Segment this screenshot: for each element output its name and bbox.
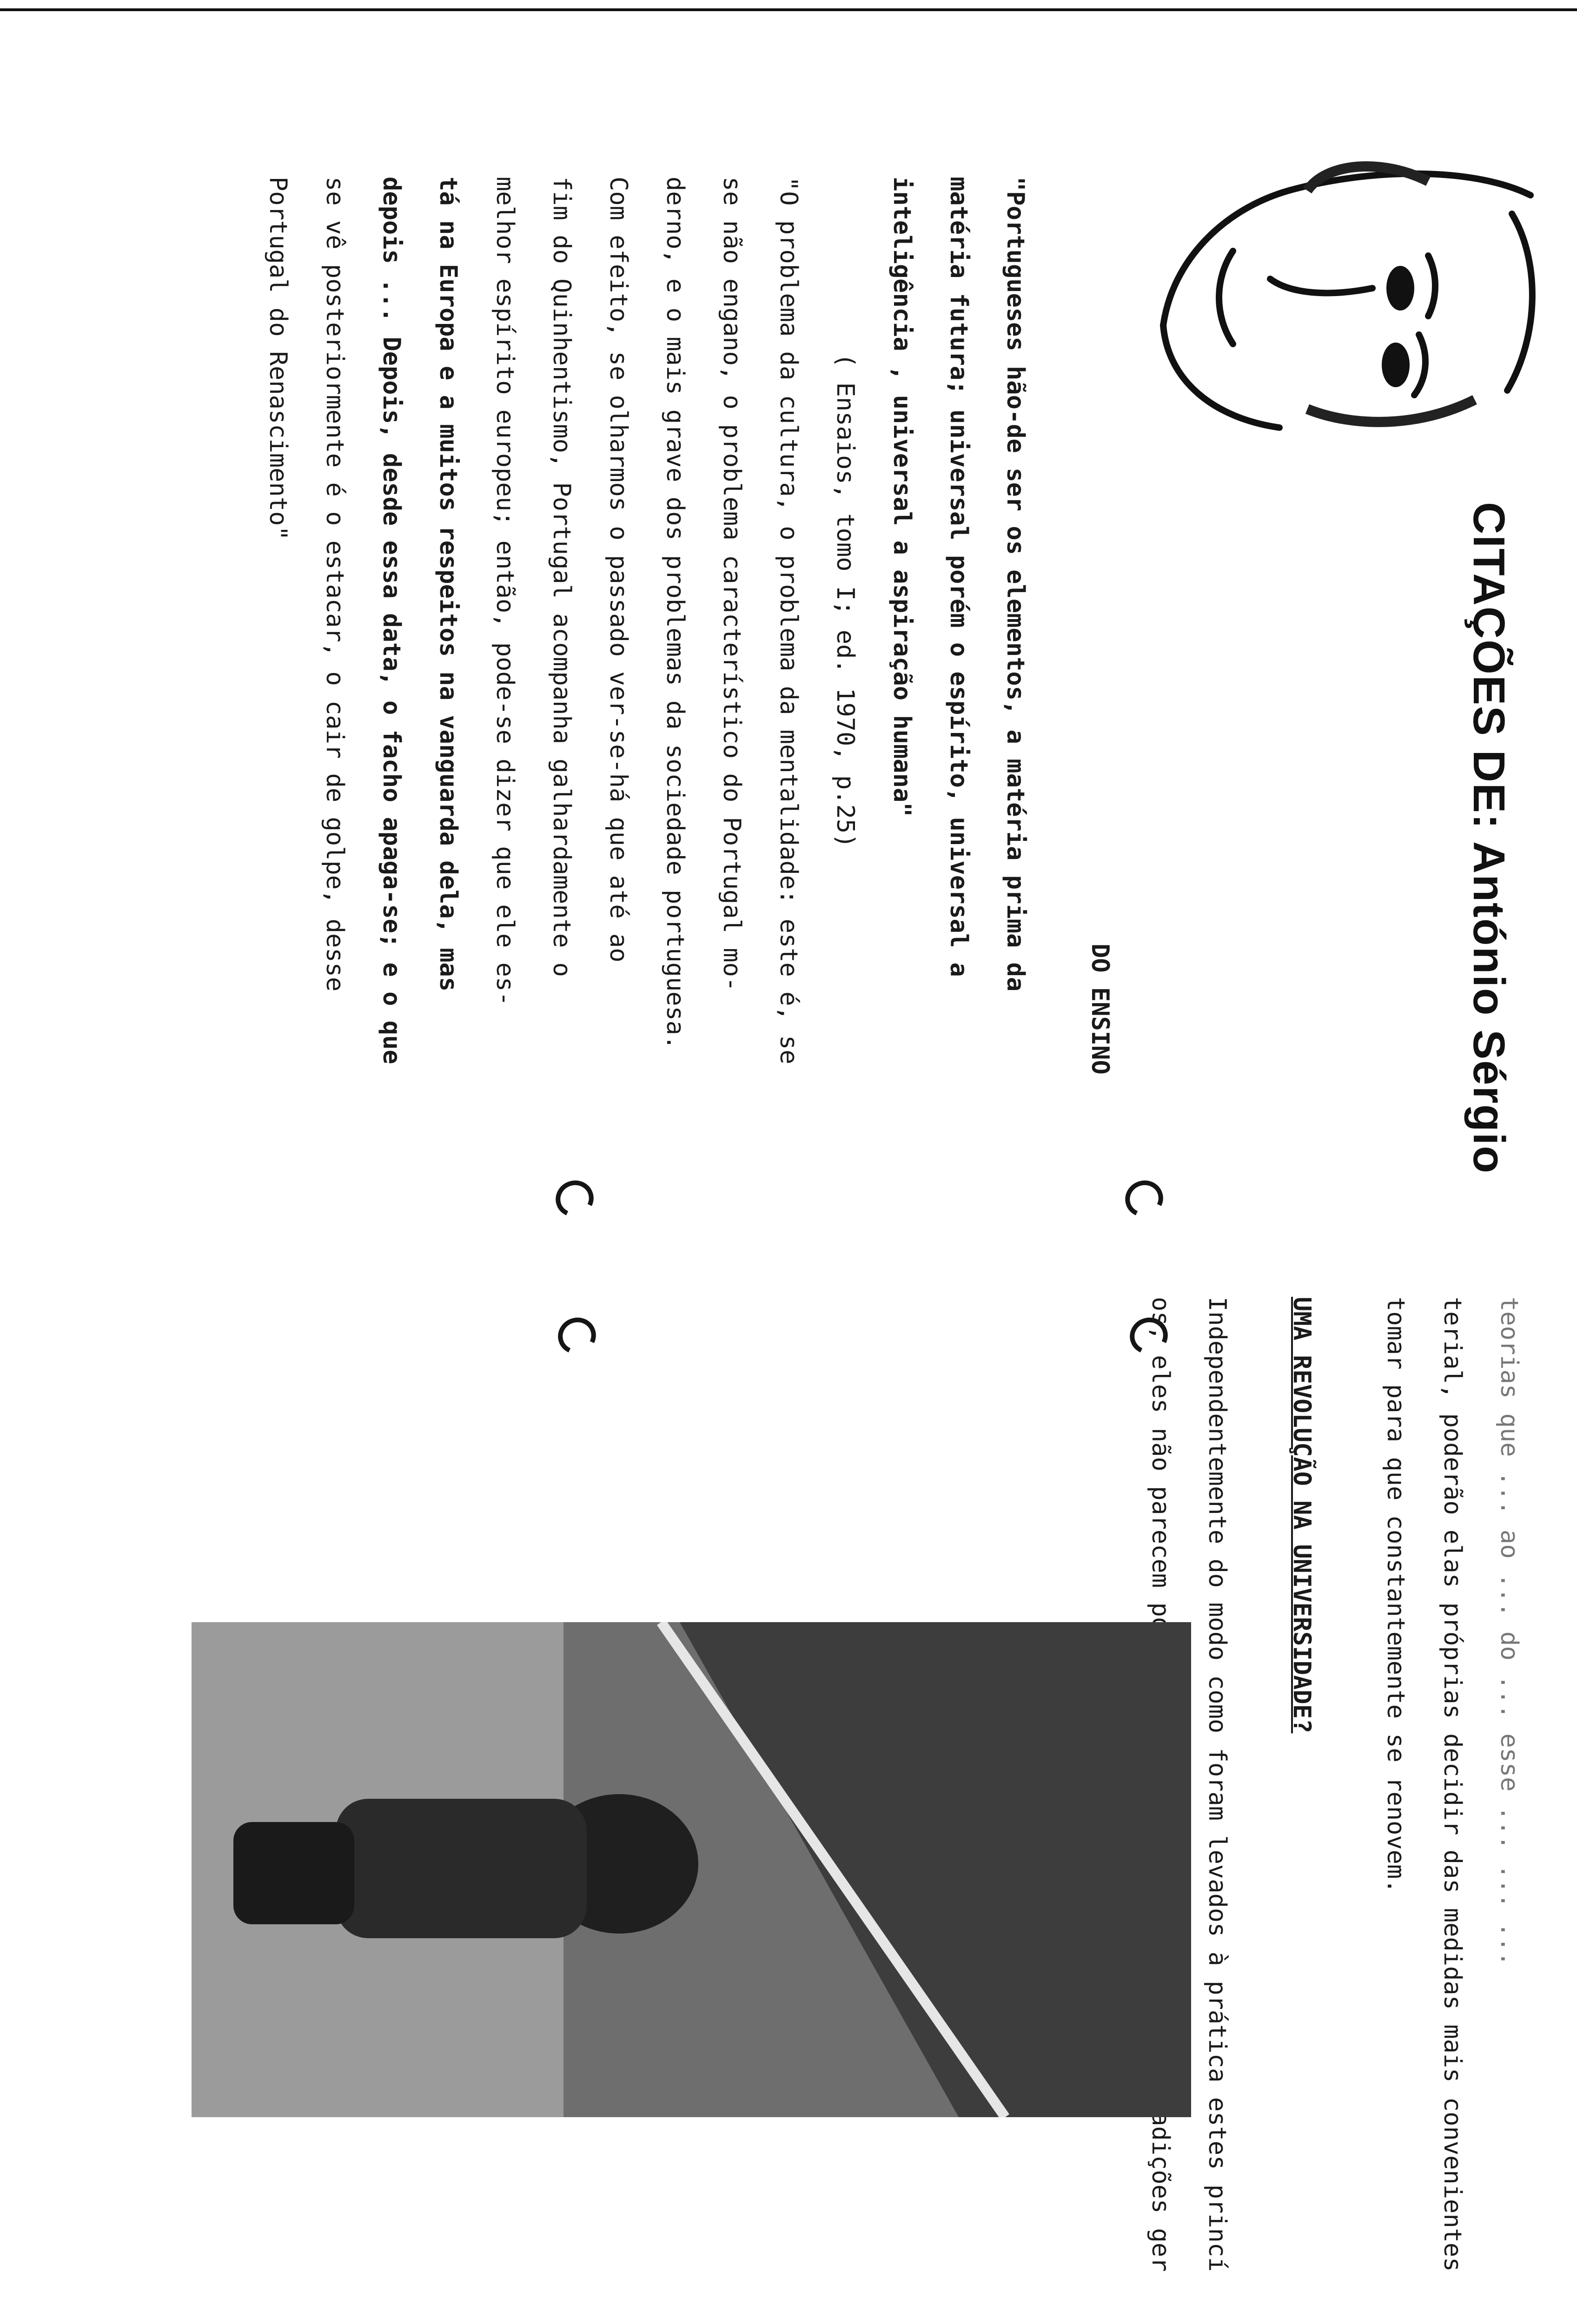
quote-2-line-2: se não engano, o problema característico do Portugal mo- [718,177,746,992]
punch-hole-3 [553,1312,601,1359]
portrait-sketch [1149,139,1568,437]
quote-2-line-9: se vê posteriormente é o estacar, o cair de golpe, desse [321,177,349,992]
punch-hole-1 [1120,1175,1168,1222]
photo-graphic [192,1622,1191,2117]
spacer [1314,1297,1351,2272]
intro-line-1: teorias que ... ao ... do ... esse ... ... ... [1495,1297,1523,1967]
body-line-1: Independentemente do modo como foram levados à prática estes princí [1203,1297,1231,2272]
quote-2-line-4: Com efeito, se olharmos o passado ver-se-há que até ao [604,177,632,963]
quote-2-line-6: melhor espírito europeu; então, pode-se dizer que ele es- [491,177,519,1006]
spacer [1229,1297,1257,2272]
punch-hole-2 [550,1175,599,1222]
photo-seated-figure [192,1622,1191,2117]
quote-1-line-2: matéria futura; universal porém o espírito, universal a [945,177,973,977]
intro-line-3: tomar para que constantemente se renovem. [1382,1297,1410,1894]
quote-2-line-3: derno, e o mais grave dos problemas da sociedade portuguesa. [661,177,689,1050]
quote-2-line-7: tá na Europa e a muitos respeitos na vanguarda dela, mas [434,177,462,992]
section-heading-universidade: UMA REVOLUÇÃO NA UNIVERSIDADE? [1288,1297,1316,1734]
quote-2-line-10: Portugal do Renascimento" [264,177,292,541]
quote-1-line-1: "Portugueses hão-de ser os elementos, a matéria prima da [1001,177,1029,992]
section-heading-ensino: DO ENSINO [1086,944,1114,1075]
citation-1: ( Ensaios, tomo I; ed. 1970, p.25) [831,353,859,848]
quote-1-line-3: inteligência , universal a aspiração humana" [888,177,916,817]
left-column [233,177,1112,1075]
quote-2-line-8: depois ... Depois, desde essa data, o facho apaga-se; e o que [378,177,405,1064]
spacer [1027,177,1055,1075]
page-title: CITAÇÕES DE: António Sérgio [1464,502,1514,1174]
quote-2-line-1: "O problema da cultura, o problema da mentalidade: este é, se [775,177,802,1064]
intro-line-2: terial, poderão elas próprias decidir das medidas mais convenientes [1438,1297,1466,2272]
quote-2-line-5: fim do Quinhentismo, Portugal acompanha galhardamente o [548,177,576,977]
